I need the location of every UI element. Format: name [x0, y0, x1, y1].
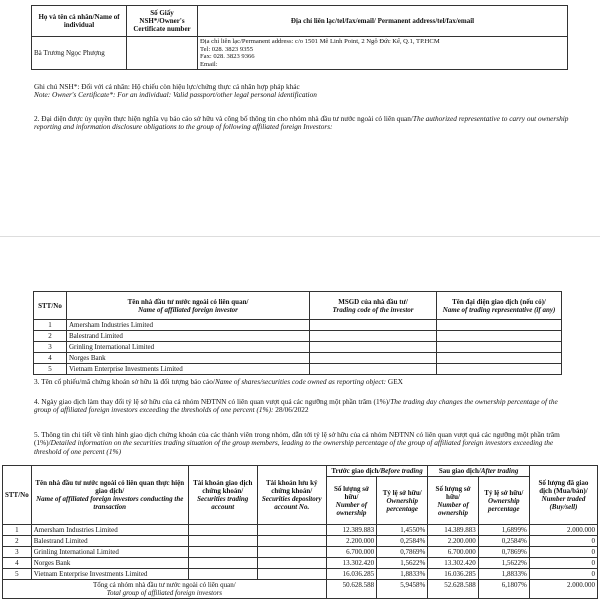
trading-date: 28/06/2022 [275, 405, 309, 415]
table-row: 2 Balestrand Limited 2.200.000 0,2584% 2.200.000 0,2584% 0 [3, 536, 598, 547]
table-row: 5 Vietnam Enterprise Investments Limited 16.036.285 1,8833% 16.036.285 1,8833% 0 [3, 569, 598, 580]
t2-rep-header: Tên đại diện giao dịch (nếu có)/ Name of trading representative (if any) [437, 292, 562, 320]
individual-name: Bà Trương Ngọc Phượng [32, 37, 127, 70]
affiliated-investors-table [33, 291, 562, 375]
address-cell [198, 37, 568, 70]
total-row: Tổng cả nhóm nhà đầu tư nước ngoài có liên quan/ Total group of affiliated foreign investors 50.628.588 5,9458% 52.628.588 6,1807% 2.000.000 [3, 580, 598, 599]
table-row: 3 Grinling International Limited [34, 342, 562, 353]
col-name-header: Họ và tên cá nhân/Name of individual [32, 6, 127, 37]
individual-table [31, 5, 568, 70]
t3-account-header: Tài khoản giao dịch chứng khoán/ Securities trading account [188, 466, 257, 525]
t2-stt-header: STT/No [34, 292, 67, 320]
section-4: 4. Ngày giao dịch làm thay đổi tỷ lệ sở hữu của cả nhóm NĐTNN có liên quan vượt quá các ngưỡng một phần trăm (1%)/The trading day changes the ownership percentage of the group of affiliated foreign investors exceeding the thresholds of one percent (1%): 28/06/2022 [34, 397, 558, 415]
col-cert-header: Số Giấy NSH*/Owner's Certificate number [127, 6, 198, 37]
fax-line: Fax: 028. 3823 9366 [200, 53, 255, 61]
table-row: 3 Grinling International Limited 6.700.000 0,7869% 6.700.000 0,7869% 0 [3, 547, 598, 558]
section-2-en: The authorized representative to carry out ownership reporting and information disclosure obligations to the group of following affiliated foreign Investors: [34, 114, 569, 132]
t3-before-header: Trước giao dịch/Before trading [326, 466, 428, 477]
note-en: Note: Owner's Certificate*: For an individual: Valid passport/other legal personal identification [34, 90, 317, 100]
t3-after-header: Sau giao dịch/After trading [428, 466, 530, 477]
col-address-header: Địa chỉ liên lạc/tel/fax/email/ Permanent address/tel/fax/email [198, 6, 568, 37]
table-row: 4 Norges Bank 13.302.420 1,5622% 13.302.420 1,5622% 0 [3, 558, 598, 569]
section-5: 5. Thông tin chi tiết về tình hình giao dịch chứng khoán của các thành viên trong nhóm, dẫn tới tỷ lệ sở hữu của cả nhóm NĐTNN có liên quan vượt quá các ngưỡng một phần trăm (1%)/Detailed information on the securities trading situation of the group members, leading to the ownership percentage of the group of affiliated foreign investors exceeding the threshold of one percent (1%) [34, 430, 560, 456]
table-row: 1 Amersham Industries Limited 12.389.883 1,4550% 14.389.883 1,6899% 2.000.000 [3, 525, 598, 536]
t3-before-qty-header: Số lượng sở hữu/ Number of ownership [326, 477, 376, 525]
section-2-vi: 2. Đại diện được ủy quyền thực hiện nghĩa vụ báo cáo sở hữu và công bố thông tin cho nhóm nhà đầu tư nước ngoài có liên quan/ [34, 114, 413, 123]
securities-code: GEX [387, 377, 403, 386]
section-3: 3. Tên cổ phiếu/mã chứng khoán sở hữu là đối tượng báo cáo/Name of shares/securities code owned as reporting object: GEX [34, 377, 403, 386]
page-divider [0, 236, 600, 237]
t3-after-qty-header: Số lượng sở hữu/ Number of ownership [428, 477, 478, 525]
trading-details-table [2, 465, 598, 599]
t3-before-pct-header: Tỷ lệ sở hữu/ Ownership percentage [377, 477, 428, 525]
tel-line: Tel: 028. 3823 9355 [200, 45, 254, 53]
email-line: Email: [200, 60, 218, 68]
t3-after-pct-header: Tỷ lệ sở hữu/ Ownership percentage [478, 477, 529, 525]
table-row: 1 Amersham Industries Limited [34, 320, 562, 331]
section-2 [34, 115, 574, 132]
address-line: Địa chỉ liên lạc/Permanent address: c/o 1501 Mê Linh Point, 2 Ngô Đức Kế, Q.1, TP.HCM [200, 38, 440, 45]
t2-code-header: MSGD của nhà đầu tư/ Trading code of the investor [310, 292, 437, 320]
t3-stt-header: STT/No [3, 466, 32, 525]
note-block [34, 83, 574, 100]
table-row: 4 Norges Bank [34, 353, 562, 364]
t3-name-header: Tên nhà đầu tư nước ngoài có liên quan thực hiện giao dịch/ Name of affiliated foreign investors conducting the transaction [31, 466, 188, 525]
cert-cell [127, 37, 198, 70]
t2-name-header: Tên nhà đầu tư nước ngoài có liên quan/ Name of affiliated foreign investor [67, 292, 310, 320]
table-row: 5 Vietnam Enterprise Investments Limited [34, 364, 562, 375]
t3-depository-header: Tài khoản lưu ký chứng khoán/ Securities depository account No. [257, 466, 326, 525]
t3-traded-header: Số lượng đã giao dịch (Mua/bán)/ Number traded (Buy/sell) [529, 466, 597, 525]
note-vi: Ghi chú NSH*: Đối với cá nhân: Hộ chiếu còn hiệu lực/chứng thực cá nhân hợp pháp khác [34, 82, 300, 91]
total-label: Tổng cả nhóm nhà đầu tư nước ngoài có liên quan/ Total group of affiliated foreign investors [3, 580, 327, 599]
table-row: 2 Balestrand Limited [34, 331, 562, 342]
